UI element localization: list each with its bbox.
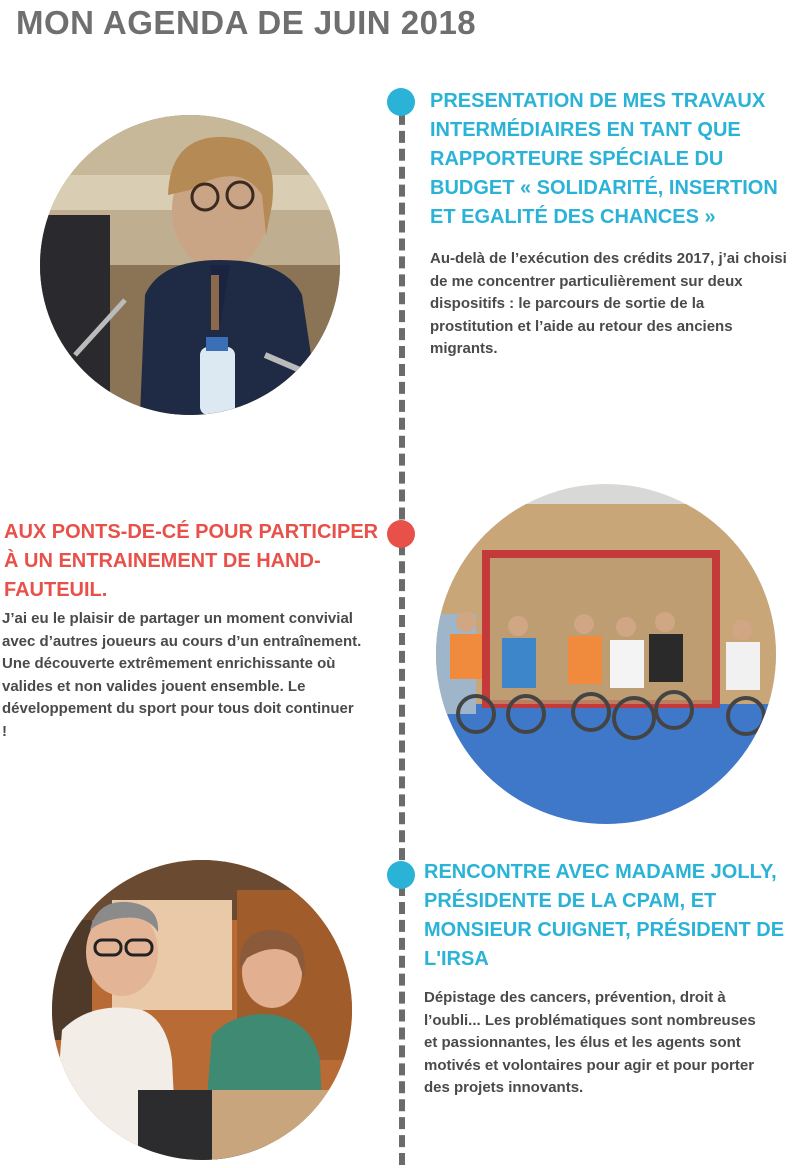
timeline-dot-red <box>387 520 415 548</box>
timeline-dot-blue <box>387 88 415 116</box>
page-title: MON AGENDA DE JUIN 2018 <box>16 4 477 41</box>
timeline-dot-blue <box>387 861 415 889</box>
photo-meeting-illustration <box>52 860 352 1160</box>
event-title-2: AUX PONTS-DE-CÉ POUR PARTICIPER À UN ENTRAINEMENT DE HAND-FAUTEUIL. <box>4 521 379 601</box>
event-title-1: PRESENTATION DE MES TRAVAUX INTERMÉDIAIRES EN TANT QUE RAPPORTEURE SPÉCIALE DU BUDGET « SOLIDARITÉ, INSERTION ET EGALITÉ DES CHANCES » <box>430 90 778 228</box>
photo-woman-speaking <box>40 115 340 415</box>
photo-wheelchair-handball-illustration <box>436 484 776 824</box>
timeline-line <box>399 95 405 1165</box>
photo-woman-speaking-illustration <box>40 115 340 415</box>
event-body-3: Dépistage des cancers, prévention, droit à l’oubli... Les problématiques sont nombreuses et passionnantes, les élus et les agents sont motivés et volontaires pour agir et pour porter des projets innovants. <box>424 989 756 1096</box>
photo-meeting <box>52 860 352 1160</box>
event-body-2: J’ai eu le plaisir de partager un moment convivial avec d’autres joueurs au cours d’un entraînement. Une découverte extrêmement enrichissante où valides et non valides jouent ensemble. Le développement du sport pour tous doit continuer ! <box>2 610 362 740</box>
photo-wheelchair-handball <box>436 484 776 824</box>
event-title-3: RENCONTRE AVEC MADAME JOLLY, PRÉSIDENTE DE LA CPAM, ET MONSIEUR CUIGNET, PRÉSIDENT DE L'IRSA <box>424 861 785 970</box>
event-body-1: Au-delà de l’exécution des crédits 2017, j’ai choisi de me concentrer particulièrement sur deux dispositifs : le parcours de sortie de la prostitution et l’aide au retour des anciens migrants. <box>430 250 787 357</box>
